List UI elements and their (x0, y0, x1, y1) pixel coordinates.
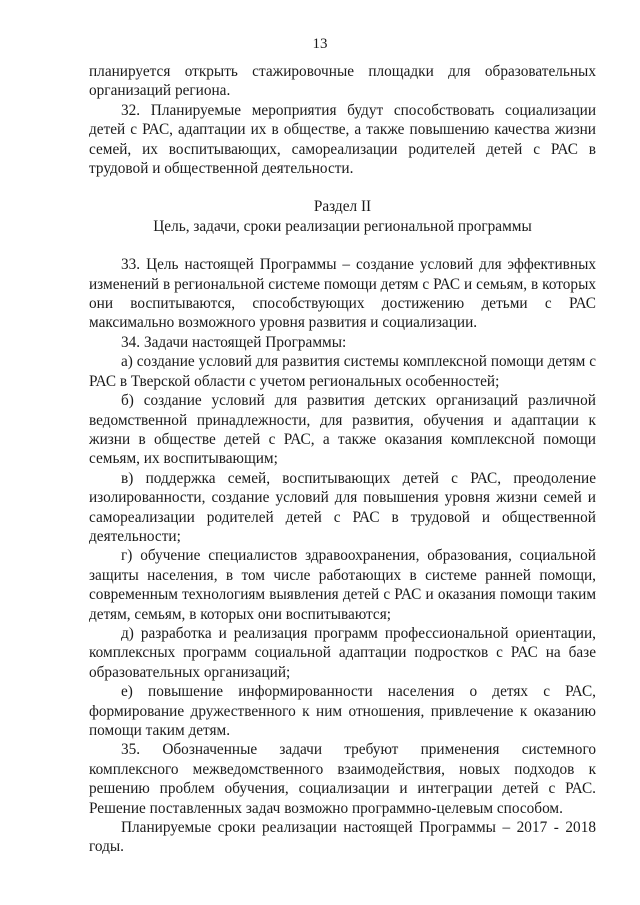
task-item-e: е) повышение информированности населения о детях с РАС, формирование дружественного к ним отношения, привлечение к оказанию помощи таким детям. (89, 683, 596, 739)
task-item-g: г) обучение специалистов здравоохранения, образования, социальной защиты населения, в том числе работающих в системе ранней помощи, современным технологиям выявления детей с РАС и оказания помощи таким детям, семьям, в которых они воспитываются; (89, 547, 596, 623)
document-body (89, 62, 596, 857)
paragraph-34: 34. Задачи настоящей Программы: (121, 333, 347, 351)
task-item-d: д) разработка и реализация программ профессиональной ориентации, комплексных программ социальной адаптации подростков с РАС на базе образовательных организаций; (89, 624, 596, 681)
section-title: Раздел II (313, 198, 372, 216)
spacer (89, 236, 596, 255)
task-item-a: а) создание условий для развития системы комплексной помощи детям с РАС в Тверской области с учетом региональных особенностей; (89, 353, 596, 390)
paragraph-timeline: Планируемые сроки реализации настоящей Программы – 2017 - 2018 годы. (89, 819, 596, 856)
task-item-v: в) поддержка семей, воспитывающих детей с РАС, преодоление изолированности, создание условий для повышения уровня жизни семей и самореализации родителей детей с РАС в трудовой и общественной деятельности; (89, 469, 596, 545)
section-subtitle: Цель, задачи, сроки реализации региональной программы (153, 217, 532, 235)
task-item-b: б) создание условий для развития детских организаций различной ведомственной принадлежности, для развития, обучения и адаптации к жизни в обществе детей с РАС, а также оказания комплексной помощи семьям, их воспитывающим; (89, 392, 596, 468)
paragraph-33: 33. Цель настоящей Программы – создание условий для эффективных изменений в региональной системе помощи детям с РАС и семьям, в которых они воспитываются, способствующих достижению детьми с РАС максимально возможного уровня развития и социализации. (89, 256, 596, 332)
paragraph-35: 35. Обозначенные задачи требуют применения системного комплексного межведомственного взаимодействия, новых подходов к решению проблем обучения, социализации и интеграции детей с РАС. Решение поставленных задач возможно программно-целевым способом. (89, 741, 596, 817)
page-number: 13 (312, 36, 328, 52)
paragraph-32: 32. Планируемые мероприятия будут способствовать социализации детей с РАС, адаптации их в обществе, а также повышению качества жизни семей, их воспитывающих, самореализации родителей детей с РАС в трудовой и общественной деятельности. (89, 101, 596, 178)
section-heading (89, 197, 596, 236)
paragraph-continuation: планируется открыть стажировочные площадки для образовательных организаций региона. (89, 63, 596, 100)
